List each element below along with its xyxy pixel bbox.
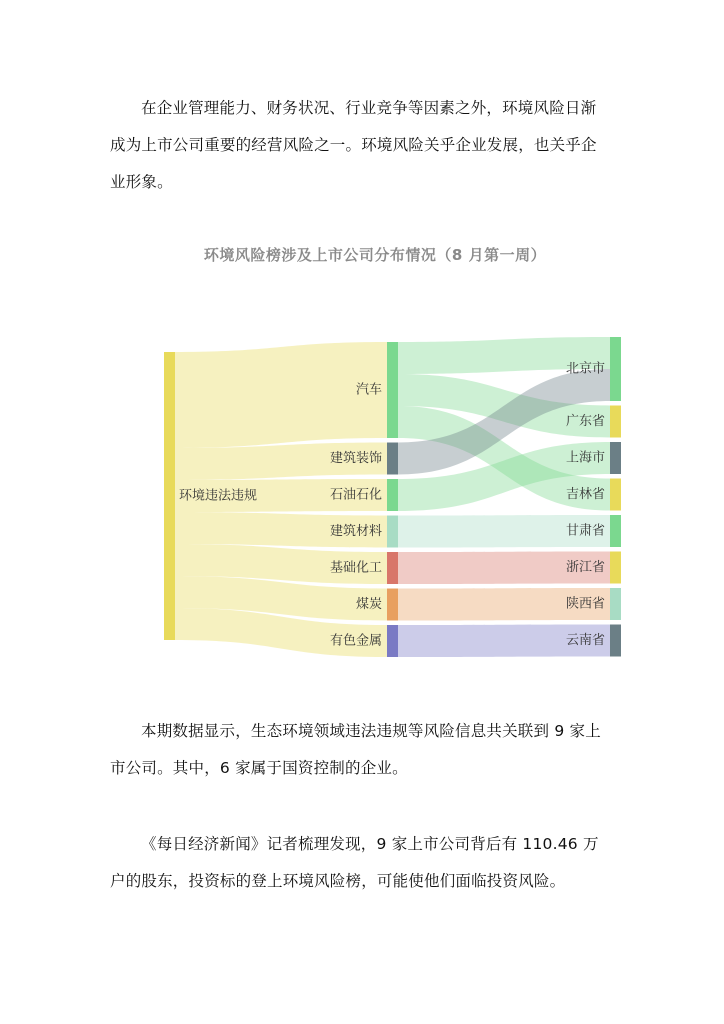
sankey-node-浙江省 xyxy=(610,552,621,584)
sankey-node-广东省 xyxy=(610,406,621,438)
sankey-node-环境违法违规 xyxy=(164,352,175,640)
sankey-label-广东省: 广东省 xyxy=(565,414,605,429)
sankey-label-建筑材料: 建筑材料 xyxy=(329,524,382,539)
sankey-node-上海市 xyxy=(610,442,621,474)
data-summary-paragraph: 本期数据显示，生态环境领域违法违规等风险信息共关联到 9 家上市公司。其中，6 家属于国资控制的企业。 xyxy=(110,722,601,777)
chart-title: 环境风险榜涉及上市公司分布情况（8 月第一周） xyxy=(203,246,547,264)
sankey-node-煤炭 xyxy=(387,589,398,621)
shareholder-paragraph: 《每日经济新闻》记者梳理发现，9 家上市公司背后有 110.46 万户的股东，投资标的登上环境风险榜，可能使他们面临投资风险。 xyxy=(110,835,599,890)
sankey-node-甘肃省 xyxy=(610,515,621,547)
sankey-label-浙江省: 浙江省 xyxy=(565,560,605,575)
sankey-label-环境违法违规: 环境违法违规 xyxy=(179,488,258,504)
sankey-label-吉林省: 吉林省 xyxy=(565,487,605,502)
sankey-node-基础化工 xyxy=(387,552,398,584)
sankey-node-石油石化 xyxy=(387,479,398,511)
sankey-label-石油石化: 石油石化 xyxy=(329,487,382,503)
sankey-node-建筑装饰 xyxy=(387,443,398,475)
sankey-label-云南省: 云南省 xyxy=(565,633,605,648)
sankey-node-陕西省 xyxy=(610,588,621,620)
sankey-node-北京市 xyxy=(610,337,621,401)
sankey-label-基础化工: 基础化工 xyxy=(329,560,382,576)
sankey-label-有色金属: 有色金属 xyxy=(329,633,382,649)
sankey-node-建筑材料 xyxy=(387,516,398,548)
sankey-node-吉林省 xyxy=(610,479,621,511)
sankey-label-北京市: 北京市 xyxy=(565,361,605,377)
sankey-label-上海市: 上海市 xyxy=(565,450,605,466)
sankey-node-云南省 xyxy=(610,625,621,657)
sankey-label-建筑装饰: 建筑装饰 xyxy=(329,451,382,466)
sankey-label-汽车: 汽车 xyxy=(355,382,382,398)
sankey-node-汽车 xyxy=(387,342,398,438)
sankey-label-陕西省: 陕西省 xyxy=(565,596,605,612)
sankey-label-甘肃省: 甘肃省 xyxy=(565,523,605,539)
intro-paragraph: 在企业管理能力、财务状况、行业竞争等因素之外，环境风险日渐成为上市公司重要的经营风险之一。环境风险关乎企业发展，也关乎企业形象。 xyxy=(110,99,597,191)
sankey-node-有色金属 xyxy=(387,625,398,657)
sankey-label-煤炭: 煤炭 xyxy=(355,597,382,612)
